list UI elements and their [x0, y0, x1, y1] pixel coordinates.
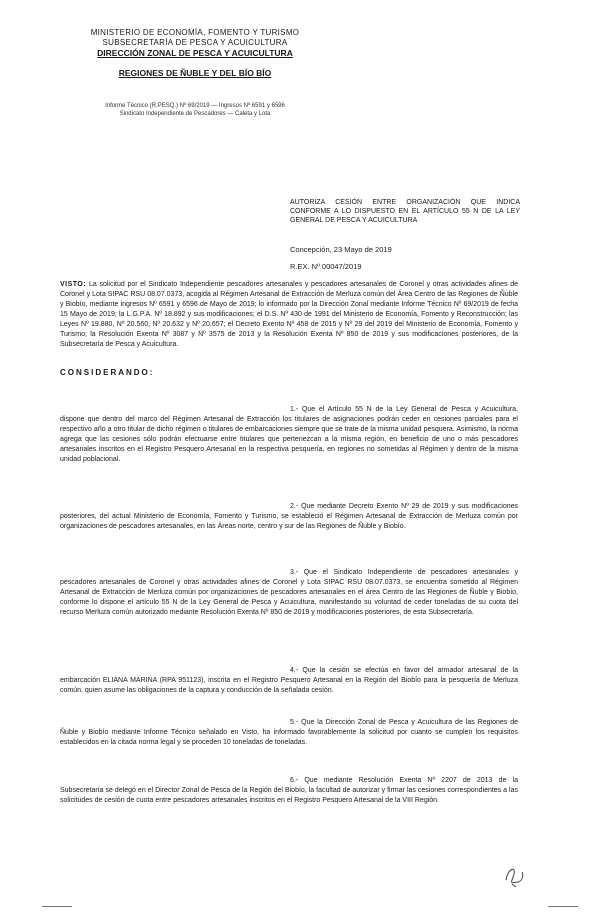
subsecretariat-line: SUBSECRETARÍA DE PESCA Y ACUICULTURA: [102, 38, 288, 47]
footer-rule-left: [42, 906, 72, 907]
reference-line-1: Informe Técnico (R.PESQ.) Nº 69/2019 — Ingresos Nº 6591 y 6596: [105, 103, 285, 109]
letterhead: [70, 28, 320, 79]
resolution-matter: AUTORIZA CESIÓN ENTRE ORGANIZACIÓN QUE INDICA CONFORME A LO DISPUESTO EN EL ARTÍCULO 55 N DE LA LEY GENERAL DE PESCA Y ACUICULTURA: [290, 199, 520, 224]
considerando-item: 1.- Que el Artículo 55 N de la Ley General de Pesca y Acuicultura, dispone que dentro del marco del Régimen Artesanal de Extracción los titulares de asignaciones podrán ceder en cesiones parciales para el respectivo año a otro titular de dicho régimen o titulares de embarcaciones siempre que se trate de la misma unidad pesquera. Asimismo, la norma agrega que las cesiones sólo podrán efectuarse entre titulares que pertenezcan a la misma región, en beneficio de uno o más pescadores artesanales inscritos en el Registro Pesquero Artesanal en la respectiva pesquería, en regiones no sometidas al Régimen y dentro de la misma unidad poblacional.: [60, 406, 518, 463]
considerando-item: 3.- Que el Sindicato Independiente de pescadores artesanales y pescadores artesanales de Coronel y otras actividades afines de Coronel y Lota SIPAC RSU 08.07.0373, se encuentra sometido al Régimen Artesanal de Extracción de Merluza común por organizaciones de pescadores artesanales en el área Centro de las Regiones de Ñuble y Biobío, conforme lo dispone el artículo 55 N de la Ley General de Pesca y Acuicultura, manifestando su voluntad de ceder toneladas de su cuota del recurso Merluza común autorizado mediante Resolución Exenta Nº 850 de 2019 y modificaciones posteriores, de esta Subsecretaría.: [60, 569, 518, 616]
reference-line-2: Sindicato Independiente de Pescadores — Caleta y Lota: [119, 111, 271, 117]
visto-text: La solicitud por el Sindicato Independiente pescadores artesanales y pescadores artesanales de Coronel y otras actividades afines de Coronel y Lota SIPAC RSU 08.07.0373, acogida al Régimen Artesanal de Extracción de Merluza común del Área Centro de las Regiones de Ñuble y Biobío, mediante ingresos Nº 6591 y 6596 de Mayo de 2019; lo informado por la Dirección Zonal mediante Informe Técnico Nº 69/2019 de fecha 15 Mayo de 2019; la L.G.P.A. Nº 18.892 y sus modificaciones; el D.S. Nº 430 de 1991 del Ministerio de Economía, Fomento y Reconstrucción; las Leyes Nº 19.880, Nº 20.560, Nº 20.632 y Nº 20.657; el Decreto Exento Nº 458 de 2015 y Nº 29 del 2019 del Ministerio de Economía, Fomento y Turismo; la Resolución Exenta Nº 3087 y Nº 3575 de 2013 y la Resolución Exenta Nº 850 de 2019 y sus modificaciones posteriores, de la Subsecretaría de Pesca y Acuicultura.: [60, 281, 518, 348]
visto-paragraph: [60, 280, 518, 350]
resolution-number: R.EX. Nº 00047/2019: [290, 262, 362, 271]
considerando-item: 2.- Que mediante Decreto Exento Nº 29 de 2019 y sus modificaciones posteriores, del actual Ministerio de Economía, Fomento y Turismo, se estableció el Régimen Artesanal de Extracción de Merluza común por organizaciones de pescadores artesanales, en las Áreas norte, centro y sur de las Regiones de Ñuble y Biobío.: [60, 503, 518, 530]
regions-line: REGIONES DE ÑUBLE Y DEL BÍO BÍO: [118, 68, 272, 78]
considerando-heading: CONSIDERANDO:: [60, 368, 155, 377]
footer-rule-right: [548, 906, 578, 907]
considerando-item: 5.- Que la Dirección Zonal de Pesca y Acuicultura de las Regiones de Ñuble y Biobío mediante Informe Técnico señalado en Visto, ha informado favorablemente la solicitud por cuanto se cumplen los requisitos establecidos en la citada norma legal y se proceden 10 toneladas de toneladas.: [60, 719, 518, 746]
considerando-item: 4.- Que la cesión se efectúa en favor del armador artesanal de la embarcación ELIANA MARINA (RPA 951123), inscrita en el Registro Pesquero Artesanal en la Región del Biobío para la pesquería de Merluza común, quien asume las obligaciones de la captura y conducción de la señalada cesión.: [60, 667, 518, 694]
ministry-line: MINISTERIO DE ECONOMÍA, FOMENTO Y TURISMO: [90, 28, 300, 37]
considerando-item: 6.- Que mediante Resolución Exenta Nº 2207 de 2013 de la Subsecretaría se delegó en el Director Zonal de Pesca de la Región del Biobío, la facultad de autorizar y firmar las cesiones correspondientes a las solicitudes de cesión de cuota entre pescadores artesanales inscritos en el Registro Pesquero Artesanal de la VIII Región.: [60, 777, 518, 804]
resolution-date: Concepción, 23 Mayo de 2019: [290, 245, 392, 254]
signature-mark: [500, 862, 528, 888]
reference-lines: [60, 102, 330, 118]
directorate-line: DIRECCIÓN ZONAL DE PESCA Y ACUICULTURA: [97, 48, 293, 58]
visto-lead: VISTO:: [60, 281, 87, 288]
